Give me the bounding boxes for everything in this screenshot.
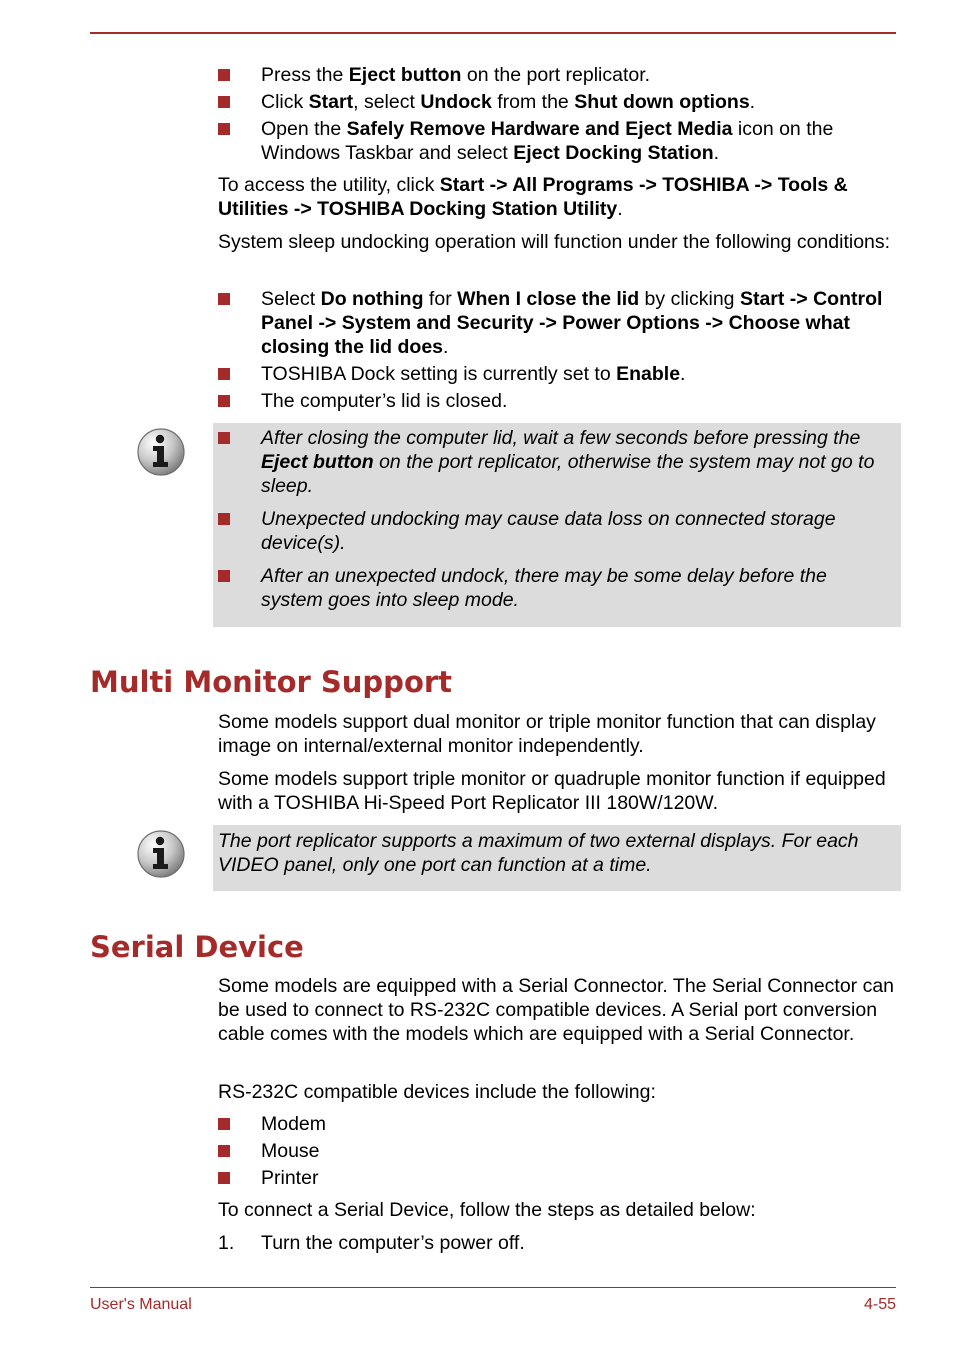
ui-term: Eject button xyxy=(261,451,374,473)
list-item xyxy=(218,63,896,87)
text: To access the utility, click xyxy=(218,174,440,196)
devices-list xyxy=(218,1112,896,1190)
list-item xyxy=(218,389,896,413)
text: Press the xyxy=(261,64,349,86)
ui-term: Start -> Control Panel -> System and Security -> Power Options -> Choose what closing the lid does xyxy=(261,288,883,358)
text: . xyxy=(680,363,686,385)
ui-term: Do nothing xyxy=(320,288,424,310)
ui-term: Eject Docking Station xyxy=(513,142,714,164)
text: Click xyxy=(261,91,309,113)
text: by clicking xyxy=(639,288,740,310)
info-icon xyxy=(136,829,186,879)
ui-term: Undock xyxy=(420,91,492,113)
list-item: Printer xyxy=(218,1166,896,1190)
list-item xyxy=(218,117,896,165)
list-item xyxy=(218,90,896,114)
step-number: 1. xyxy=(218,1232,235,1254)
ui-term: Shut down options xyxy=(574,91,750,113)
text: TOSHIBA Dock setting is currently set to xyxy=(261,363,617,385)
devices-block xyxy=(218,1112,896,1193)
text: After closing the computer lid, wait a few seconds before pressing the xyxy=(261,427,861,449)
footer-title: User's Manual xyxy=(90,1296,192,1313)
steps-block xyxy=(218,1231,896,1255)
serial-paragraph-2: RS-232C compatible devices include the following: xyxy=(218,1081,656,1103)
text: Unexpected undocking may cause data loss on connected storage device(s). xyxy=(261,508,836,554)
list-item xyxy=(218,426,888,498)
text: from the xyxy=(491,91,575,113)
step-text: Turn the computer’s power off. xyxy=(261,1232,525,1254)
list-item: Modem xyxy=(218,1112,896,1136)
text: Select xyxy=(261,288,321,310)
list-item: Mouse xyxy=(218,1139,896,1163)
sleep-paragraph: System sleep undocking operation will function under the following conditions: xyxy=(218,231,891,253)
ui-term: When I close the lid xyxy=(457,288,640,310)
ui-term: Enable xyxy=(616,363,681,385)
list-item xyxy=(218,564,888,612)
multi-monitor-paragraph-1: Some models support dual monitor or triple monitor function that can display image on internal/external monitor independently. xyxy=(218,711,876,757)
text: . xyxy=(749,91,756,113)
text: . xyxy=(713,142,720,164)
page-number: 4-55 xyxy=(863,1296,896,1313)
eject-steps-block xyxy=(218,63,896,168)
utility-paragraph xyxy=(218,173,896,221)
eject-steps-list xyxy=(218,63,896,165)
conditions-list xyxy=(218,287,896,413)
text: After an unexpected undock, there may be some delay before the system goes into sleep mode. xyxy=(261,565,827,611)
serial-paragraph-1: Some models are equipped with a Serial Connector. The Serial Connector can be used to connect to RS-232C compatible devices. A Serial port conversion cable comes with the models which are equipped with a Serial Connector. xyxy=(218,975,895,1045)
ui-term: Start xyxy=(308,91,354,113)
text: . xyxy=(617,198,623,220)
list-item xyxy=(218,507,888,555)
text: icon on the Windows Taskbar and select xyxy=(261,118,834,164)
text: , select xyxy=(353,91,421,113)
footer-rule xyxy=(90,1287,896,1288)
steps-list xyxy=(218,1231,896,1255)
serial-paragraph-3: To connect a Serial Device, follow the steps as detailed below: xyxy=(218,1199,756,1221)
list-item xyxy=(218,1231,896,1255)
info-icon xyxy=(136,427,186,477)
ui-term: Eject button xyxy=(348,64,462,86)
header-rule xyxy=(90,32,896,34)
text: Open the xyxy=(261,118,347,140)
conditions-block xyxy=(218,287,896,416)
text: The computer’s lid is closed. xyxy=(261,390,508,412)
note-box xyxy=(213,423,901,627)
note-list xyxy=(218,426,888,612)
serial-device-heading: Serial Device xyxy=(90,930,304,964)
list-item xyxy=(218,287,896,359)
text: on the port replicator, otherwise the system may not go to sleep. xyxy=(261,451,875,497)
ui-term: Safely Remove Hardware and Eject Media xyxy=(346,118,733,140)
list-item xyxy=(218,362,896,386)
text: on the port replicator. xyxy=(461,64,651,86)
multi-monitor-heading: Multi Monitor Support xyxy=(90,665,453,699)
text: . xyxy=(443,336,449,358)
multi-monitor-paragraph-2: Some models support triple monitor or quadruple monitor function if equipped with a TOSHIBA Hi-Speed Port Replicator III 180W/120W. xyxy=(218,768,886,814)
note-box xyxy=(213,825,901,891)
text: for xyxy=(423,288,458,310)
ui-term: Start -> All Programs -> TOSHIBA -> Tools & Utilities -> TOSHIBA Docking Station Utility xyxy=(218,174,848,220)
note-text: The port replicator supports a maximum of two external displays. For each VIDEO panel, only one port can function at a time. xyxy=(218,830,859,876)
